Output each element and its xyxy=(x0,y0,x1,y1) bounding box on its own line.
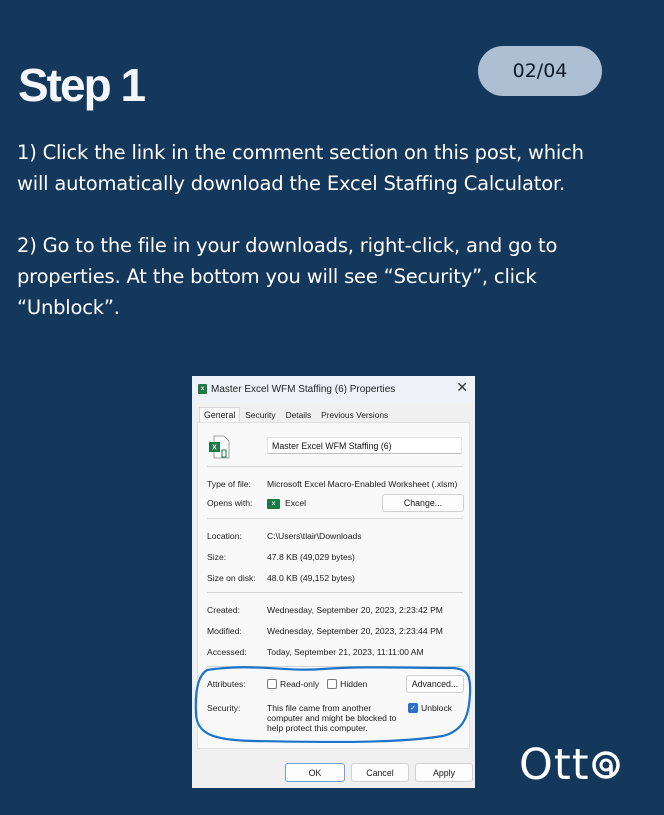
dialog-title: Master Excel WFM Staffing (6) Properties xyxy=(211,383,396,395)
change-button[interactable]: Change... xyxy=(382,494,464,512)
read-only-checkbox[interactable] xyxy=(267,679,319,689)
logo-text: Ott xyxy=(519,740,590,790)
svg-text:X: X xyxy=(212,444,217,452)
apply-button[interactable]: Apply xyxy=(415,763,473,782)
tab-security[interactable]: Security xyxy=(245,410,276,420)
page-indicator-badge: 02/04 xyxy=(478,46,602,96)
location-value: C:\Users\tlair\Downloads xyxy=(267,531,362,541)
accessed-row xyxy=(207,647,424,657)
read-only-label: Read-only xyxy=(280,679,320,689)
attributes-row xyxy=(207,679,375,689)
type-of-file-value: Microsoft Excel Macro-Enabled Worksheet (.xlsm) xyxy=(267,479,458,489)
size-value: 47.8 KB (49,029 bytes) xyxy=(267,552,355,562)
modified-label: Modified: xyxy=(207,626,242,636)
divider xyxy=(207,518,463,519)
security-label: Security: xyxy=(207,703,241,713)
location-row xyxy=(207,531,362,541)
unblock-checkbox[interactable] xyxy=(408,703,452,713)
security-row xyxy=(207,703,460,733)
dialog-tabs xyxy=(199,407,393,423)
excel-app-icon: x xyxy=(267,499,280,509)
accessed-label: Accessed: xyxy=(207,647,247,657)
hidden-checkbox[interactable] xyxy=(327,679,367,689)
hidden-label: Hidden xyxy=(340,679,368,689)
created-value: Wednesday, September 20, 2023, 2:23:42 PM xyxy=(267,605,443,615)
general-panel xyxy=(197,422,470,749)
logo-a-mark-icon xyxy=(591,749,621,779)
attributes-label: Attributes: xyxy=(207,679,246,689)
checkbox-box[interactable] xyxy=(327,679,337,689)
checkbox-box[interactable] xyxy=(267,679,277,689)
opens-with-row xyxy=(207,498,306,509)
type-of-file-row xyxy=(207,479,457,489)
created-label: Created: xyxy=(207,605,240,615)
security-message: This file came from another computer and might be blocked to help protect this computer. xyxy=(267,703,397,733)
tab-general[interactable]: General xyxy=(199,407,240,423)
type-of-file-label: Type of file: xyxy=(207,479,251,489)
checkmark-icon[interactable]: ✓ xyxy=(408,703,418,713)
dialog-titlebar xyxy=(192,376,475,402)
advanced-button[interactable]: Advanced... xyxy=(406,675,464,693)
size-label: Size: xyxy=(207,552,227,562)
tab-previous-versions[interactable]: Previous Versions xyxy=(321,410,389,420)
file-name-field[interactable]: Master Excel WFM Staffing (6) xyxy=(267,437,462,454)
location-label: Location: xyxy=(207,531,242,541)
tab-details[interactable]: Details xyxy=(285,410,312,420)
instructions xyxy=(17,137,587,354)
size-row xyxy=(207,552,355,562)
close-icon[interactable]: ✕ xyxy=(456,380,468,396)
modified-row xyxy=(207,626,443,636)
otto-logo xyxy=(519,740,621,790)
excel-file-icon: x xyxy=(198,384,207,394)
unblock-label: Unblock xyxy=(421,703,453,713)
created-row xyxy=(207,605,443,615)
instruction-step-1: 1) Click the link in the comment section on this post, which will automatically download the Excel Staffing Calculator. xyxy=(17,141,584,195)
properties-dialog xyxy=(192,376,475,788)
divider xyxy=(207,666,463,667)
excel-document-icon xyxy=(207,434,233,460)
size-on-disk-value: 48.0 KB (49,152 bytes) xyxy=(267,573,355,583)
step-title: Step 1 xyxy=(18,59,145,111)
opens-with-value: Excel xyxy=(285,498,307,508)
size-on-disk-label: Size on disk: xyxy=(207,573,256,583)
divider xyxy=(207,592,463,593)
modified-value: Wednesday, September 20, 2023, 2:23:44 PM xyxy=(267,626,443,636)
divider xyxy=(207,466,463,467)
opens-with-label: Opens with: xyxy=(207,498,253,508)
ok-button[interactable]: OK xyxy=(285,763,345,782)
size-on-disk-row xyxy=(207,573,355,583)
instruction-step-2: 2) Go to the file in your downloads, right-click, and go to properties. At the bottom you will see “Security”, click “Unblock”. xyxy=(17,234,558,319)
cancel-button[interactable]: Cancel xyxy=(351,763,409,782)
accessed-value: Today, September 21, 2023, 11:11:00 AM xyxy=(267,647,424,657)
